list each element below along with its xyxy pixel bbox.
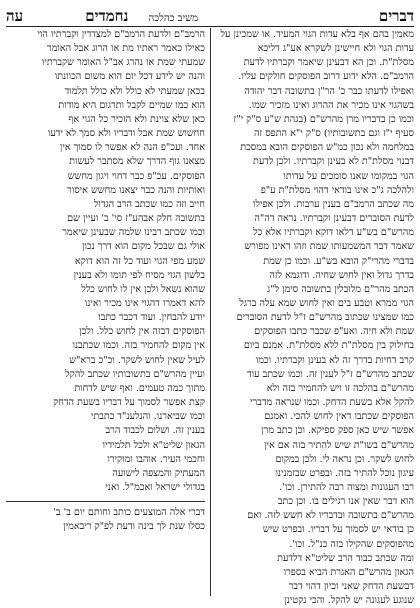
text-line: בכאן שמעתי לא כולל ולא כולל תלמוד	[64, 85, 205, 97]
text-line: חחשוש שמת אבל ודבריו ולא סמך לא ידעו	[47, 128, 205, 140]
text-line: יודע להבחין. ועוד דכבר כתבו	[98, 312, 205, 324]
text-line: מאמין בהם אף בלא עדות הגוי המעיד. או שמכינן על	[220, 29, 414, 40]
text-line: לדעת הסוברים דבעינן וקברתיו. נראה דה"ה	[254, 213, 414, 225]
text-line: במלחמה ולא נכון כמ"ש הפוסקים הובא במסכת	[240, 142, 414, 154]
text-line: בשהגוי אינו מכיר את ההרוג ואינו מזכיר שמו.	[248, 99, 414, 111]
text-line: מסלת"ת. וכן הא דבעינן שיאמר וקברתיו לדעת	[243, 57, 414, 69]
text-line: בענין זה. ושלום לכבוד הרב	[105, 425, 205, 437]
header-right-title: דברים	[378, 7, 414, 25]
page-header	[6, 2, 414, 27]
text-line: סעיף י"ז וגם בתשובותיו) ס"ק י"א התפס זה	[253, 128, 414, 140]
footnote-separator	[6, 501, 205, 502]
text-line: הגוי ממרא וטבע בים ואין לחוש שמא עלה ברגל	[239, 297, 414, 309]
text-line: ואותיות והנה כבר יצאנו מחשש איסור	[67, 184, 205, 196]
text-line: הגאון שליט"א ולכל תלמידיו	[102, 439, 205, 451]
text-line: דבשעת הדחק שאני וכיון דהוי דבר	[288, 581, 414, 593]
right-column	[210, 28, 414, 607]
text-line: כמו שמצינו שכתוב מהרש"ם ז"ל לדעת הסוברים	[236, 312, 414, 324]
text-line: ועיין מהרש"ם בתשובותיו שכתב להקל	[65, 368, 205, 380]
text-line: וכמו כן בדבריו מרן מהרש"ם (בגהת ש"ע ס"ק י"ז	[233, 113, 414, 125]
text-line: קצת אפשר לסמוך על דבריו בשעת הדחק	[53, 397, 205, 409]
text-line: המעתיק והמצפה לישועה	[112, 467, 205, 479]
text-line: הרמב"ם. הלא ידוע דרוב הפוסקים חולקים עליו.	[238, 71, 414, 83]
text-line: להא דאמרו דהגוי אינו מכיר ואינו	[84, 297, 205, 309]
text-line: בחילוק בין מסלת"ת ללא מסלת"ת. אמנם ביום	[243, 340, 414, 352]
text-line: חייב וזה כמו שכתב הרב הגדול	[93, 198, 205, 210]
text-line: מהרש"ם בהלכה זו ויש להחמיר בזה ולא	[266, 382, 414, 394]
header-center-title: משיב כהלכה	[148, 13, 199, 24]
text-line: בגדולי ישראל ואכמ"ל. ואני	[105, 482, 205, 493]
text-line: מהרש"ם בש"ע דלאו דוקא וקברתיו אלא כל	[253, 227, 414, 239]
text-line: להקל אלא בשעת הדחק. וכמו שנראה מדברי	[250, 397, 414, 409]
text-line: עדות הגוי ולא חיישינן לשקרא אע"ג דליכא	[257, 43, 414, 55]
text-line: והנה יש לידע דכל יום הוא משום הכוונתו	[54, 71, 205, 83]
text-line: שכתב מהרש"ם ז"ל לענין זה. וכמו שכתב עוד	[247, 368, 414, 380]
text-line: שמע מפי הגוי ועוד כל זה הוא דוקא	[74, 255, 205, 267]
text-line: עיגון נוכל להתיר בזה. ובפרט שבזמנינו	[275, 467, 414, 479]
text-line: שהוא נשאל ולכן אין לו לחוש כלל	[81, 283, 205, 295]
footnote-line: דברי אלה המוצעים כותב וחותם יום ב' ב'	[53, 507, 205, 519]
text-line: הגאון מהרש"ם האגרת הביא בספרו	[283, 566, 414, 578]
header-left	[6, 7, 128, 26]
text-line: אין מקום להחמיר בזה. וכמו שכתבנו	[72, 340, 205, 352]
text-line: הפוסקים. עכ"פ כבר דחוי ויגון מחשש	[67, 170, 205, 182]
text-line: בדברי מהרי"ק הובא בש"ע. וכמו כן שמת	[263, 255, 414, 267]
text-line: הוא דבר שאין אנו רגילים בו. וכן כתב	[277, 496, 414, 508]
text-line: ומה שכתב כבוד הרב שליט"א דלדעת	[277, 552, 414, 564]
text-line: שאמר דבר המשמעותו שמת וזהו דאינו מפורש	[244, 241, 414, 253]
text-line: הרמב"ם ולדעת הרמב"ם למצדדין וקברתיו הוי	[37, 29, 205, 40]
text-line: בלשון הגוי מסיח לפי תומו ולא בענין	[73, 269, 205, 281]
text-line: בדרך גדול ואין לחוש שחיה. ודוגמא לזה	[269, 269, 414, 281]
text-line: שמעתי שמת או נהרג אב"ל האומר שקברתיו	[41, 57, 205, 69]
text-line: קרב דחיות בדרך זה לא בעינן וקברתיו. וכמו	[255, 354, 414, 366]
text-line: וכמו שביארנו. והנלענ"ד כתבתי	[90, 411, 205, 423]
text-line: אחד. ועכ"פ הנה לא אפשר לו סמוך אין	[59, 142, 205, 154]
text-line: כאן שלא צוינת ולא הזכיר כל הגוי אף	[68, 113, 205, 125]
text-line: אפשר שיש כאן ספק ספיקא. וכן כתב מרן	[261, 425, 414, 437]
text-line: שמת ולא חיה. ואע"פ שכבר כתבו הפוסקים	[254, 326, 414, 338]
text-line: מהפוסקים שהקילו בזה כנ"ל. וכו'.	[289, 538, 414, 550]
text-line: מה שכתב הרמב"ם בענין ערבות. ולכן אפילו	[253, 198, 414, 210]
text-line: לחוש לשקר. וכן נראה לי. ולכן במקום	[275, 453, 414, 465]
text-line: בתשובה חלק אבהע"ז סי' ב' ועיין שם	[67, 213, 205, 225]
header-left-title: נחמדים	[85, 7, 129, 25]
text-line: ולהלכה ג"כ אינו בודאי דהוי מסלת"ת ע"פ	[260, 184, 414, 196]
text-line: מהרש"ם בתשובה ובדבריו לא חשש לזה. ואם	[247, 510, 414, 522]
text-line: דבנוי מסלת"ת לא בעינן וקברתיו. ולכן לדעת	[252, 156, 414, 168]
text-line: הפוסקים דבזה אין לחוש כלל. ולכן	[79, 326, 205, 338]
text-line: כאילו כאמר ראתיו מת או הרוג אבל האומר	[47, 43, 205, 55]
left-column	[6, 28, 210, 596]
footnote-line: כסלו שנת לך בינה ודעת לפ"ק ריבאמין	[63, 521, 205, 533]
text-line: הפוסקים שכתבו דאין לחוש להכי. ואמנם	[264, 411, 414, 423]
text-line: מהרש"ם בשו"ת שיש להתיר בזה אם אין	[263, 439, 414, 451]
text-line: רבו העגונות ומצוה רבה להתירן. וכו'.	[279, 482, 414, 493]
text-line: הגוי במקומו שאנו סומכים על עדותו	[283, 170, 414, 182]
text-line: מצאנו גוף הדרך שלא מסתבר לעשות	[69, 156, 205, 168]
text-line: ואפילו לדעתו כבר כ' הר"ן בתשובה דבר יהודה	[244, 85, 414, 97]
text-line: וכמו שכתב רבינו שלמה שבעינן שיאמר	[62, 227, 205, 239]
text-line: שנוגע לעגונה יש להקל. והכי נקטינן	[284, 595, 414, 607]
text-line: וחכמי העיר. אוהבו ומוקירו	[107, 453, 205, 465]
page-number: עה	[6, 7, 24, 25]
text-line: כן בודאי יש לסמוך על דבריו. ובפרט שיש	[262, 524, 414, 536]
text-line: הכתב מהר"ם מלובלין בתשובה סימן ל"ג	[267, 283, 414, 295]
text-line: מתוך כמה טעמים. ואף שיש לדחות	[74, 382, 205, 394]
text-line: לעיל שאין לחוש לשקר. וכ"כ ברא"ש	[69, 354, 205, 366]
text-line: אולי גם שבכל מקום הוא דרך נכון	[82, 241, 205, 253]
text-columns	[6, 28, 414, 607]
text-line: הוא כמו שמיים לקבל ותרגום היא מודות	[58, 99, 205, 111]
